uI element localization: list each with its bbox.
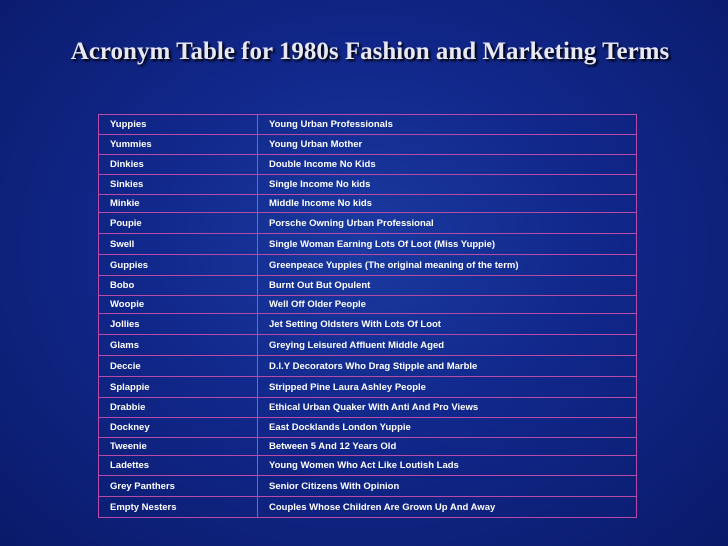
acronym-table-body — [99, 115, 637, 518]
table-row — [99, 398, 637, 418]
meaning-cell: Jet Setting Oldsters With Lots Of Loot — [258, 314, 637, 335]
meaning-cell: Double Income No Kids — [258, 155, 637, 175]
meaning-cell: Between 5 And 12 Years Old — [258, 438, 637, 456]
meaning-cell: Middle Income No kids — [258, 195, 637, 213]
meaning-cell: D.I.Y Decorators Who Drag Stipple and Marble — [258, 356, 637, 377]
acronym-cell: Sinkies — [99, 175, 258, 195]
table-row — [99, 234, 637, 255]
acronym-cell: Dockney — [99, 418, 258, 438]
meaning-cell: Young Urban Mother — [258, 135, 637, 155]
table-row — [99, 497, 637, 518]
meaning-cell: Ethical Urban Quaker With Anti And Pro Views — [258, 398, 637, 418]
acronym-cell: Empty Nesters — [99, 497, 258, 518]
acronym-cell: Splappie — [99, 377, 258, 398]
acronym-cell: Swell — [99, 234, 258, 255]
table-row — [99, 438, 637, 456]
table-row — [99, 356, 637, 377]
meaning-cell: Greenpeace Yuppies (The original meaning of the term) — [258, 255, 637, 276]
meaning-cell: Single Woman Earning Lots Of Loot (Miss Yuppie) — [258, 234, 637, 255]
table-row — [99, 296, 637, 314]
table-row — [99, 276, 637, 296]
acronym-cell: Drabbie — [99, 398, 258, 418]
table-row — [99, 175, 637, 195]
meaning-cell: Well Off Older People — [258, 296, 637, 314]
table-row — [99, 456, 637, 476]
table-row — [99, 255, 637, 276]
table-row — [99, 135, 637, 155]
acronym-cell: Bobo — [99, 276, 258, 296]
table-row — [99, 476, 637, 497]
acronym-cell: Minkie — [99, 195, 258, 213]
meaning-cell: East Docklands London Yuppie — [258, 418, 637, 438]
acronym-cell: Tweenie — [99, 438, 258, 456]
acronym-cell: Jollies — [99, 314, 258, 335]
meaning-cell: Burnt Out But Opulent — [258, 276, 637, 296]
table-row — [99, 213, 637, 234]
meaning-cell: Single Income No kids — [258, 175, 637, 195]
table-row — [99, 115, 637, 135]
acronym-cell: Glams — [99, 335, 258, 356]
table-row — [99, 314, 637, 335]
acronym-cell: Deccie — [99, 356, 258, 377]
meaning-cell: Young Urban Professionals — [258, 115, 637, 135]
meaning-cell: Porsche Owning Urban Professional — [258, 213, 637, 234]
meaning-cell: Couples Whose Children Are Grown Up And Away — [258, 497, 637, 518]
acronym-cell: Yummies — [99, 135, 258, 155]
slide-title: Acronym Table for 1980s Fashion and Marketing Terms — [70, 38, 670, 65]
meaning-cell: Greying Leisured Affluent Middle Aged — [258, 335, 637, 356]
table-row — [99, 377, 637, 398]
table-row — [99, 195, 637, 213]
acronym-cell: Poupie — [99, 213, 258, 234]
table-row — [99, 418, 637, 438]
meaning-cell: Stripped Pine Laura Ashley People — [258, 377, 637, 398]
meaning-cell: Young Women Who Act Like Loutish Lads — [258, 456, 637, 476]
acronym-cell: Yuppies — [99, 115, 258, 135]
table-row — [99, 335, 637, 356]
meaning-cell: Senior Citizens With Opinion — [258, 476, 637, 497]
acronym-cell: Guppies — [99, 255, 258, 276]
acronym-cell: Woopie — [99, 296, 258, 314]
acronym-table — [98, 114, 637, 518]
acronym-cell: Dinkies — [99, 155, 258, 175]
acronym-cell: Ladettes — [99, 456, 258, 476]
acronym-cell: Grey Panthers — [99, 476, 258, 497]
table-row — [99, 155, 637, 175]
